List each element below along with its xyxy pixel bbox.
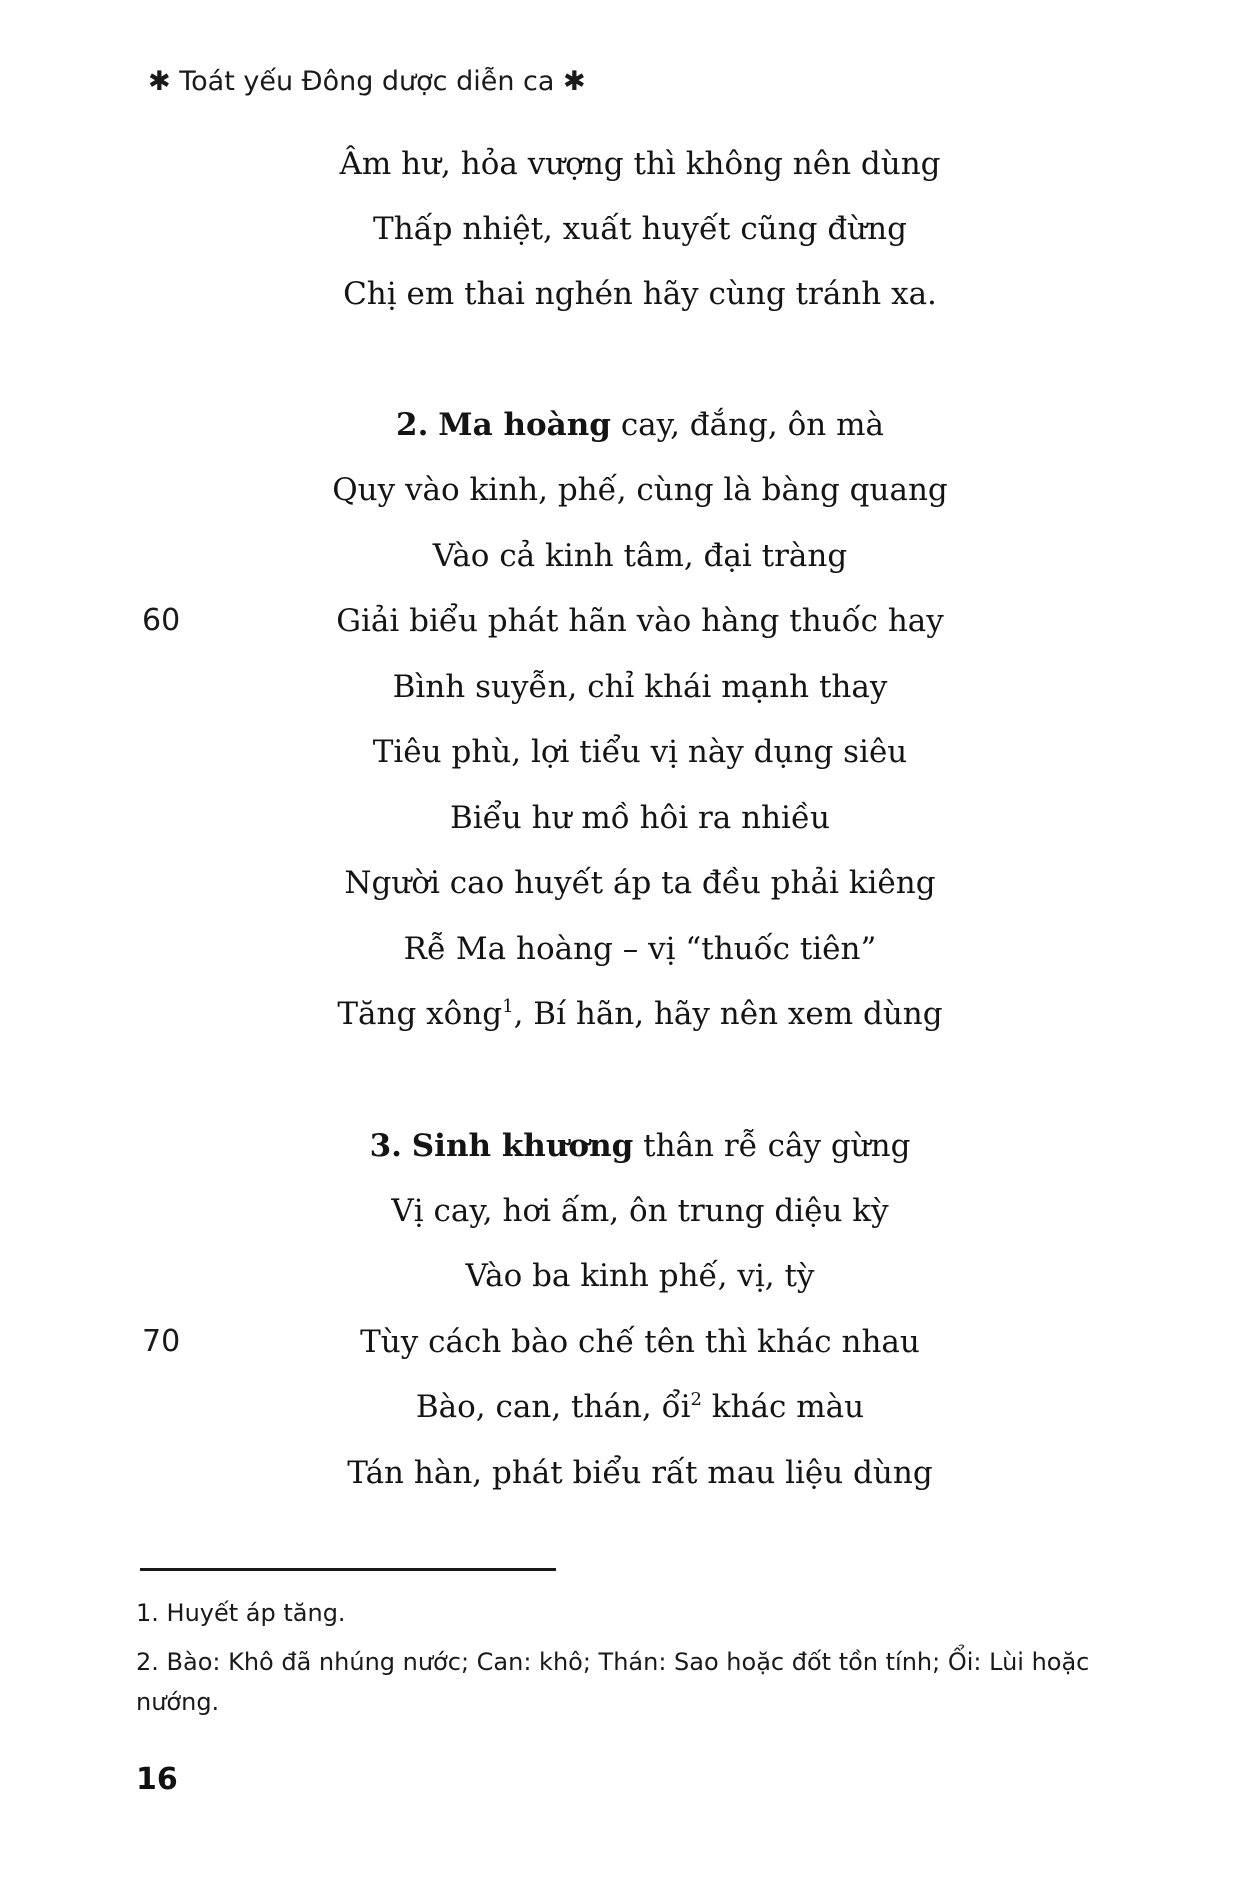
- verse-line: Chị em thai nghén hãy cùng tránh xa.: [343, 276, 937, 312]
- footnote-ref: 2: [690, 1389, 702, 1410]
- footnote-ref: 1: [502, 996, 514, 1017]
- star-icon: ✱: [563, 66, 586, 97]
- verse-text: , Bí hãn, hãy nên xem dùng: [513, 996, 943, 1032]
- running-header: [148, 66, 586, 97]
- verse-line: Thấp nhiệt, xuất huyết cũng đừng: [373, 211, 907, 247]
- verse-text: Tăng xông: [337, 996, 503, 1032]
- verse-line: Vị cay, hơi ấm, ôn trung diệu kỳ: [391, 1193, 889, 1229]
- book-title: Toát yếu Đông dược diễn ca: [179, 66, 555, 97]
- verse-line: Tiêu phù, lợi tiểu vị này dụng siêu: [372, 734, 908, 770]
- star-icon: ✱: [148, 66, 171, 97]
- herb-name: Ma hoàng: [438, 407, 611, 443]
- verse-line: Âm hư, hỏa vượng thì không nên dùng: [339, 146, 941, 182]
- footnote-divider: [140, 1568, 556, 1571]
- stanza-heading-sinh-khuong: [240, 1126, 1040, 1166]
- line-number-70: 70: [142, 1324, 181, 1359]
- verse-line: Tùy cách bào chế tên thì khác nhau: [360, 1324, 920, 1360]
- footnote-1: 1. Huyết áp tăng.: [136, 1599, 346, 1627]
- verse-line-with-footnote: [240, 1387, 1040, 1427]
- footnote-2: 2. Bào: Khô đã nhúng nước; Can: khô; Thán: Sao hoặc đốt tồn tính; Ổi: Lùi hoặc nướng.: [136, 1648, 1090, 1716]
- herb-name: Sinh khương: [411, 1128, 634, 1164]
- heading-text: cay, đắng, ôn mà: [610, 407, 884, 443]
- verse-text: Bào, can, thán, ổi: [415, 1389, 691, 1425]
- verse-line: Vào ba kinh phế, vị, tỳ: [465, 1258, 815, 1294]
- verse-line: Vào cả kinh tâm, đại tràng: [432, 538, 848, 574]
- verse-line: Tán hàn, phát biểu rất mau liệu dùng: [347, 1455, 933, 1491]
- verse-line: Biểu hư mồ hôi ra nhiều: [449, 800, 831, 836]
- heading-text: thân rễ cây gừng: [633, 1128, 911, 1164]
- verse-line: Người cao huyết áp ta đều phải kiêng: [344, 865, 936, 901]
- verse-line: Bình suyễn, chỉ khái mạnh thay: [392, 669, 888, 705]
- heading-number: 3.: [369, 1128, 402, 1164]
- stanza-heading-ma-hoang: [240, 405, 1040, 445]
- verse-line-with-footnote: [240, 994, 1040, 1034]
- line-number-60: 60: [142, 603, 181, 638]
- verse-line: Rễ Ma hoàng – vị “thuốc tiên”: [403, 931, 877, 967]
- verse-line: Giải biểu phát hãn vào hàng thuốc hay: [336, 603, 944, 639]
- verse-text: khác màu: [701, 1389, 865, 1425]
- verse-line: Quy vào kinh, phế, cùng là bàng quang: [332, 472, 948, 508]
- heading-number: 2.: [396, 407, 429, 443]
- page-number: 16: [136, 1762, 178, 1797]
